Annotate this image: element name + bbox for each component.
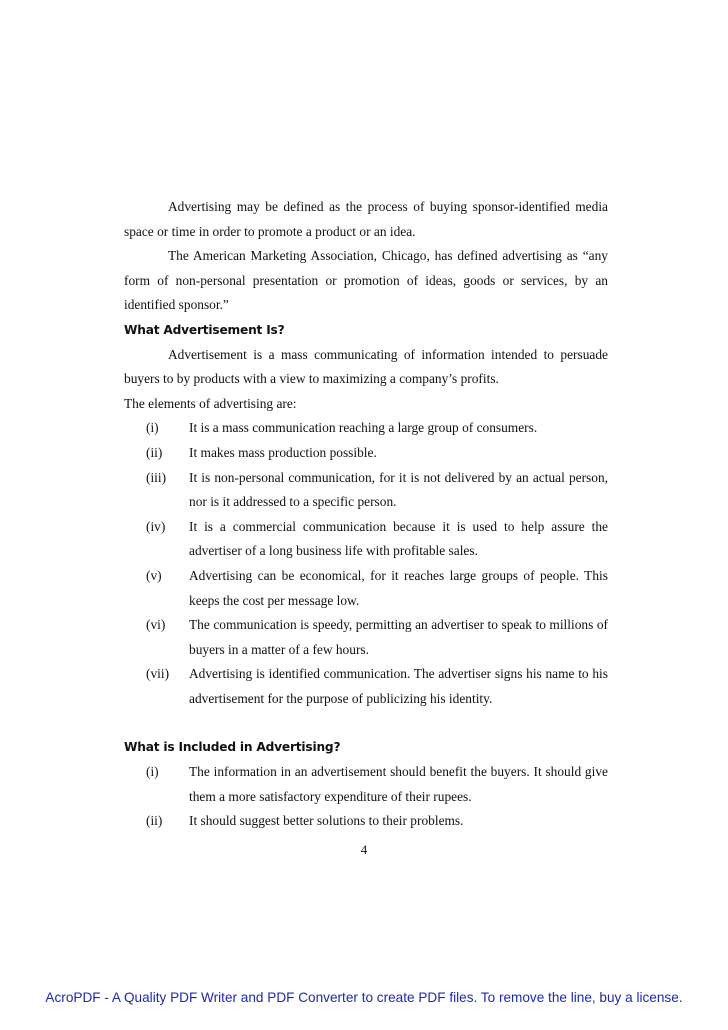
list-item-text: It is non-personal communication, for it is not delivered by an actual person, nor is it addressed to a specific person. (189, 469, 608, 510)
list-item (124, 662, 608, 711)
list-item (124, 809, 608, 834)
heading-what-advertisement-is: What Advertisement Is? (124, 322, 285, 337)
list-marker: (ii) (146, 813, 163, 829)
list-item (124, 564, 608, 613)
list-item (124, 466, 608, 515)
paragraph-advertisement: Advertisement is a mass communicating of information intended to persuade buyers to by products with a view to maximizing a company’s profits. (124, 346, 608, 387)
list-item-text: The communication is speedy, permitting an advertiser to speak to millions of buyers in a matter of a few hours. (189, 617, 608, 657)
paragraph-definition: Advertising may be defined as the process of buying sponsor-identified media space or time in order to promote a product or an idea. (124, 199, 608, 239)
list-item (124, 416, 608, 441)
list-item (124, 441, 608, 466)
list-item-text: It is a commercial communication because it is used to help assure the advertiser of a long business life with profitable sales. (189, 518, 608, 559)
list-marker: (i) (146, 764, 159, 780)
list-item (124, 613, 608, 662)
list-item-text: It is a mass communication reaching a large group of consumers. (189, 420, 538, 436)
list-marker: (ii) (146, 444, 163, 460)
page-content (124, 195, 608, 834)
paragraph-ama-definition: The American Marketing Association, Chicago, has defined advertising as “any form of non-personal presentation or promotion of ideas, goods or services, by an identified sponsor.” (124, 248, 608, 313)
list-item-text: Advertising can be economical, for it reaches large groups of people. This keeps the cost per message low. (189, 567, 608, 608)
list-item-text: It should suggest better solutions to their problems. (189, 813, 464, 829)
list-marker: (iv) (146, 518, 166, 534)
page-number: 4 (360, 842, 368, 857)
elements-list (124, 416, 608, 711)
list-item-text: It makes mass production possible. (189, 444, 377, 460)
list-marker: (vii) (146, 666, 170, 682)
list-marker: (iii) (146, 469, 167, 485)
heading-what-is-included: What is Included in Advertising? (124, 740, 341, 755)
paragraph-elements-intro: The elements of advertising are: (124, 395, 297, 411)
list-item (124, 760, 608, 809)
list-item-text: The information in an advertisement should benefit the buyers. It should give them a more satisfactory expenditure of their rupees. (189, 764, 608, 804)
list-marker: (vi) (146, 617, 166, 633)
list-marker: (v) (146, 567, 162, 583)
list-item (124, 515, 608, 564)
list-marker: (i) (146, 420, 159, 436)
watermark-footer: AcroPDF - A Quality PDF Writer and PDF Converter to create PDF files. To remove the line, buy a license. (45, 990, 683, 1005)
list-item-text: Advertising is identified communication. The advertiser signs his name to his advertisement for the purpose of publicizing his identity. (189, 666, 608, 706)
included-list (124, 760, 608, 834)
